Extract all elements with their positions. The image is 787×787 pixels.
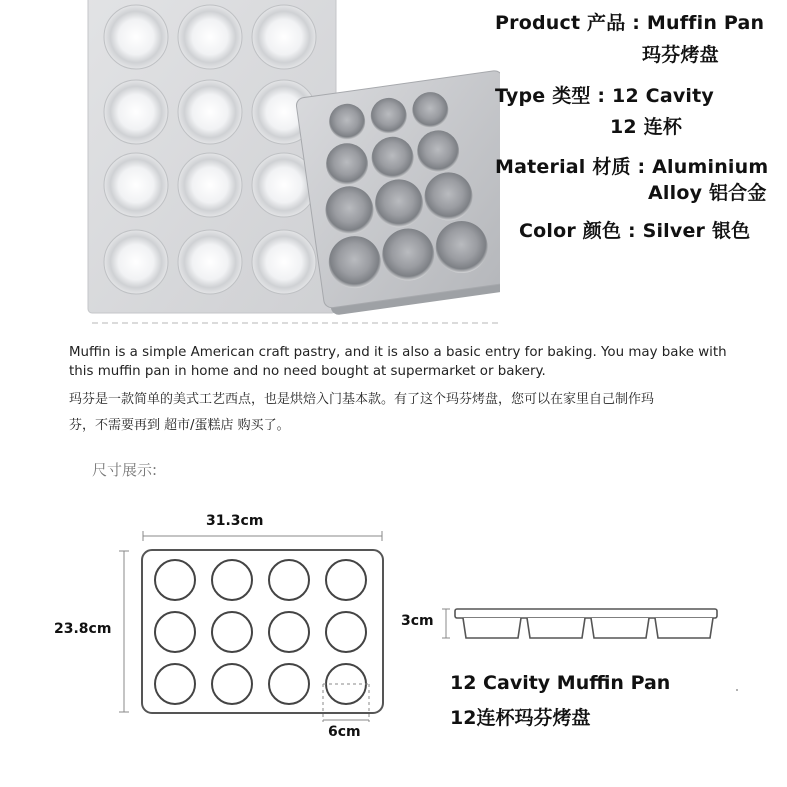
- depth-dimension-line: [442, 609, 450, 638]
- description-en-line-2: this muffin pan in home and no need bought at supermarket or bakery.: [69, 364, 546, 379]
- description-cn-line-1: 玛芬是一款简单的美式工艺西点，也是烘焙入门基本款。有了这个玛芬烤盘，您可以在家里自己制作玛: [69, 392, 655, 407]
- cup-label: 6cm: [328, 724, 361, 740]
- width-dimension-line: [143, 531, 382, 541]
- product-photo: [0, 0, 500, 330]
- material-line-1: Material 材质 : Aluminium: [495, 156, 769, 178]
- depth-label: 3cm: [401, 613, 434, 629]
- dimension-diagram: [0, 500, 787, 787]
- decorative-dot: [736, 689, 738, 691]
- color-line-1: Color 颜色 : Silver 银色: [519, 220, 751, 242]
- small-pan: [295, 70, 500, 317]
- caption-cn: 12连杯玛芬烤盘: [450, 707, 591, 729]
- description-en-line-1: Muffin is a simple American craft pastry, and it is also a basic entry for baking. You may bake with: [69, 345, 727, 360]
- type-line-2: 12 连杯: [610, 116, 683, 138]
- material-line-2: Alloy 铝合金: [648, 182, 767, 204]
- product-line-1: Product 产品 : Muffin Pan: [495, 12, 765, 34]
- pan-side-view: [455, 609, 717, 638]
- caption-en: 12 Cavity Muffin Pan: [450, 672, 671, 694]
- width-label: 31.3cm: [206, 513, 264, 529]
- dimensions-title: 尺寸展示:: [92, 461, 158, 479]
- height-label: 23.8cm: [54, 621, 112, 637]
- type-line-1: Type 类型 : 12 Cavity: [495, 85, 715, 107]
- product-line-2: 玛芬烤盘: [642, 44, 719, 66]
- height-dimension-line: [119, 551, 129, 712]
- description-cn-line-2: 芬，不需要再到 超市/蛋糕店 购买了。: [69, 418, 290, 433]
